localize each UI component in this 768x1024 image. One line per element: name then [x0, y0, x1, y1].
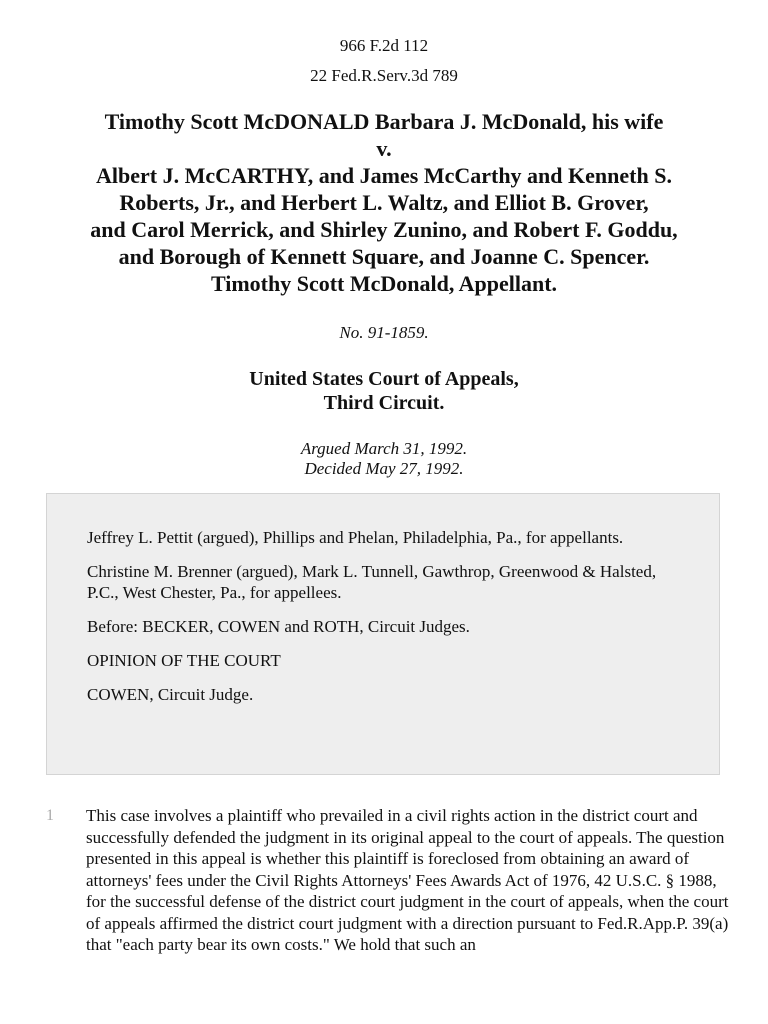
caption-line: v.	[376, 136, 392, 161]
paragraph-text: This case involves a plaintiff who prevailed in a civil rights action in the district court and successfully defended the judgment in its original appeal to the court of appeals. The question presented in this appeal is whether this plaintiff is foreclosed from obtaining an award of attorneys' fees under the Civil Rights Attorneys' Fees Awards Act of 1976, 42 U.S.C. § 1988, for the successful defense of the district court judgment in the court of appeals, when the court of appeals affirmed the district court judgment with a direction pursuant to Fed.R.App.P. 39(a) that "each party bear its own costs." We hold that such an	[86, 806, 729, 954]
case-caption	[40, 108, 728, 297]
court-line: United States Court of Appeals,	[249, 368, 519, 390]
opinion-paragraph	[46, 805, 736, 956]
counsel-appellees: Christine M. Brenner (argued), Mark L. Tunnell, Gawthrop, Greenwood & Halsted, P.C., West Chester, Pa., for appellees.	[87, 562, 657, 602]
reporter-citation: 966 F.2d 112	[339, 36, 429, 55]
decision-dates	[0, 439, 768, 479]
docket-number: No. 91-1859.	[339, 323, 429, 342]
court-line: Third Circuit.	[323, 392, 445, 414]
court-name	[0, 367, 768, 415]
caption-line: Timothy Scott McDonald, Appellant.	[210, 271, 558, 296]
caption-line: and Carol Merrick, and Shirley Zunino, and Robert F. Goddu,	[90, 217, 678, 242]
caption-line: Albert J. McCARTHY, and James McCarthy and Kenneth S.	[96, 163, 672, 188]
fed-rules-citation: 22 Fed.R.Serv.3d 789	[310, 66, 458, 85]
opinion-author: COWEN, Circuit Judge.	[87, 685, 254, 704]
argued-date: Argued March 31, 1992.	[300, 439, 468, 458]
counsel-box	[46, 493, 720, 775]
caption-line: Roberts, Jr., and Herbert L. Waltz, and Elliot B. Grover,	[119, 190, 649, 215]
counsel-appellants: Jeffrey L. Pettit (argued), Phillips and Phelan, Philadelphia, Pa., for appellants.	[87, 528, 624, 547]
decided-date: Decided May 27, 1992.	[304, 459, 464, 478]
opinion-heading: OPINION OF THE COURT	[87, 651, 281, 670]
caption-line: Timothy Scott McDONALD Barbara J. McDonald, his wife	[104, 109, 664, 134]
panel-judges: Before: BECKER, COWEN and ROTH, Circuit Judges.	[87, 617, 470, 636]
caption-line: and Borough of Kennett Square, and Joanne C. Spencer.	[118, 244, 650, 269]
paragraph-number: 1	[46, 807, 54, 824]
